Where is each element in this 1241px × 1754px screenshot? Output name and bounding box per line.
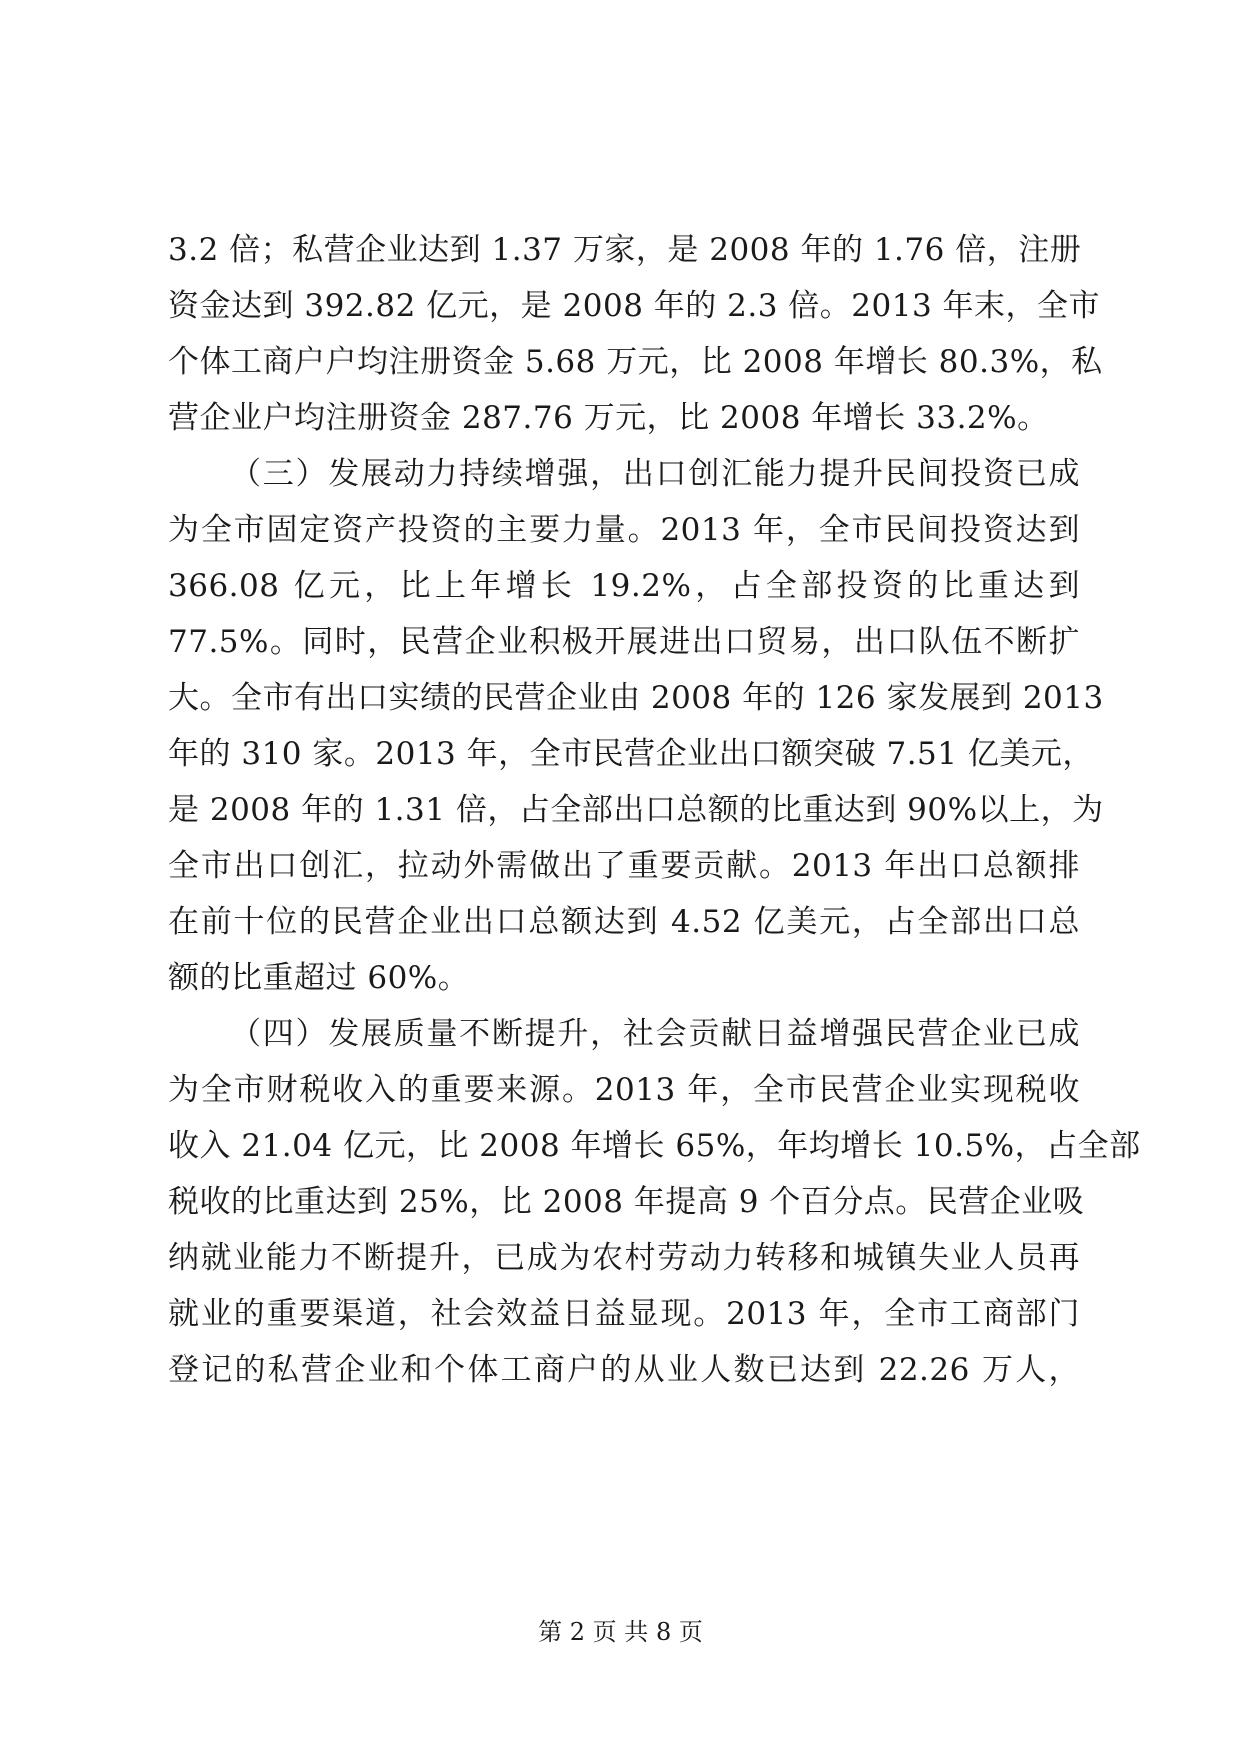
text-line: 是 2008 年的 1.31 倍，占全部出口总额的比重达到 90%以上，为 — [168, 792, 1104, 828]
text-line: 为全市财税收入的重要来源。2013 年，全市民营企业实现税收 — [168, 1072, 1080, 1108]
text-line: 就业的重要渠道，社会效益日益显现。2013 年，全市工商部门 — [168, 1296, 1080, 1332]
text-line: 登记的私营企业和个体工商户的从业人数已达到 22.26 万人， — [168, 1352, 1080, 1388]
text-line: 营企业户均注册资金 287.76 万元，比 2008 年增长 33.2%。 — [168, 400, 1049, 436]
text-line: 税收的比重达到 25%，比 2008 年提高 9 个百分点。民营企业吸 — [168, 1184, 1085, 1220]
text-line: 个体工商户户均注册资金 5.68 万元，比 2008 年增长 80.3%，私 — [168, 344, 1103, 380]
text-line: 纳就业能力不断提升，已成为农村劳动力转移和城镇失业人员再 — [168, 1240, 1080, 1276]
text-line: 全市出口创汇，拉动外需做出了重要贡献。2013 年出口总额排 — [168, 848, 1080, 884]
text-line: 为全市固定资产投资的主要力量。2013 年，全市民间投资达到 — [168, 512, 1080, 548]
paragraph-heading-4: （四）发展质量不断提升，社会贡献日益增强民营企业已成 — [230, 1016, 1080, 1052]
text-line: 收入 21.04 亿元，比 2008 年增长 65%，年均增长 10.5%，占全部 — [168, 1128, 1141, 1164]
text-line: 77.5%。同时，民营企业积极开展进出口贸易，出口队伍不断扩 — [168, 624, 1080, 660]
text-line: 年的 310 家。2013 年，全市民营企业出口额突破 7.51 亿美元， — [168, 736, 1094, 772]
text-line: 额的比重超过 60%。 — [168, 960, 470, 996]
page-number: 第 2 页 共 8 页 — [538, 1618, 703, 1646]
text-line: 3.2 倍；私营企业达到 1.37 万家，是 2008 年的 1.76 倍，注册 — [168, 232, 1082, 268]
text-line: 366.08 亿元，比上年增长 19.2%，占全部投资的比重达到 — [168, 568, 1080, 604]
text-line: 资金达到 392.82 亿元，是 2008 年的 2.3 倍。2013 年末，全市 — [168, 288, 1101, 324]
text-line: 在前十位的民营企业出口总额达到 4.52 亿美元，占全部出口总 — [168, 904, 1080, 940]
text-line: 大。全市有出口实绩的民营企业由 2008 年的 126 家发展到 2013 — [168, 680, 1104, 716]
paragraph-heading-3: （三）发展动力持续增强，出口创汇能力提升民间投资已成 — [230, 456, 1080, 492]
